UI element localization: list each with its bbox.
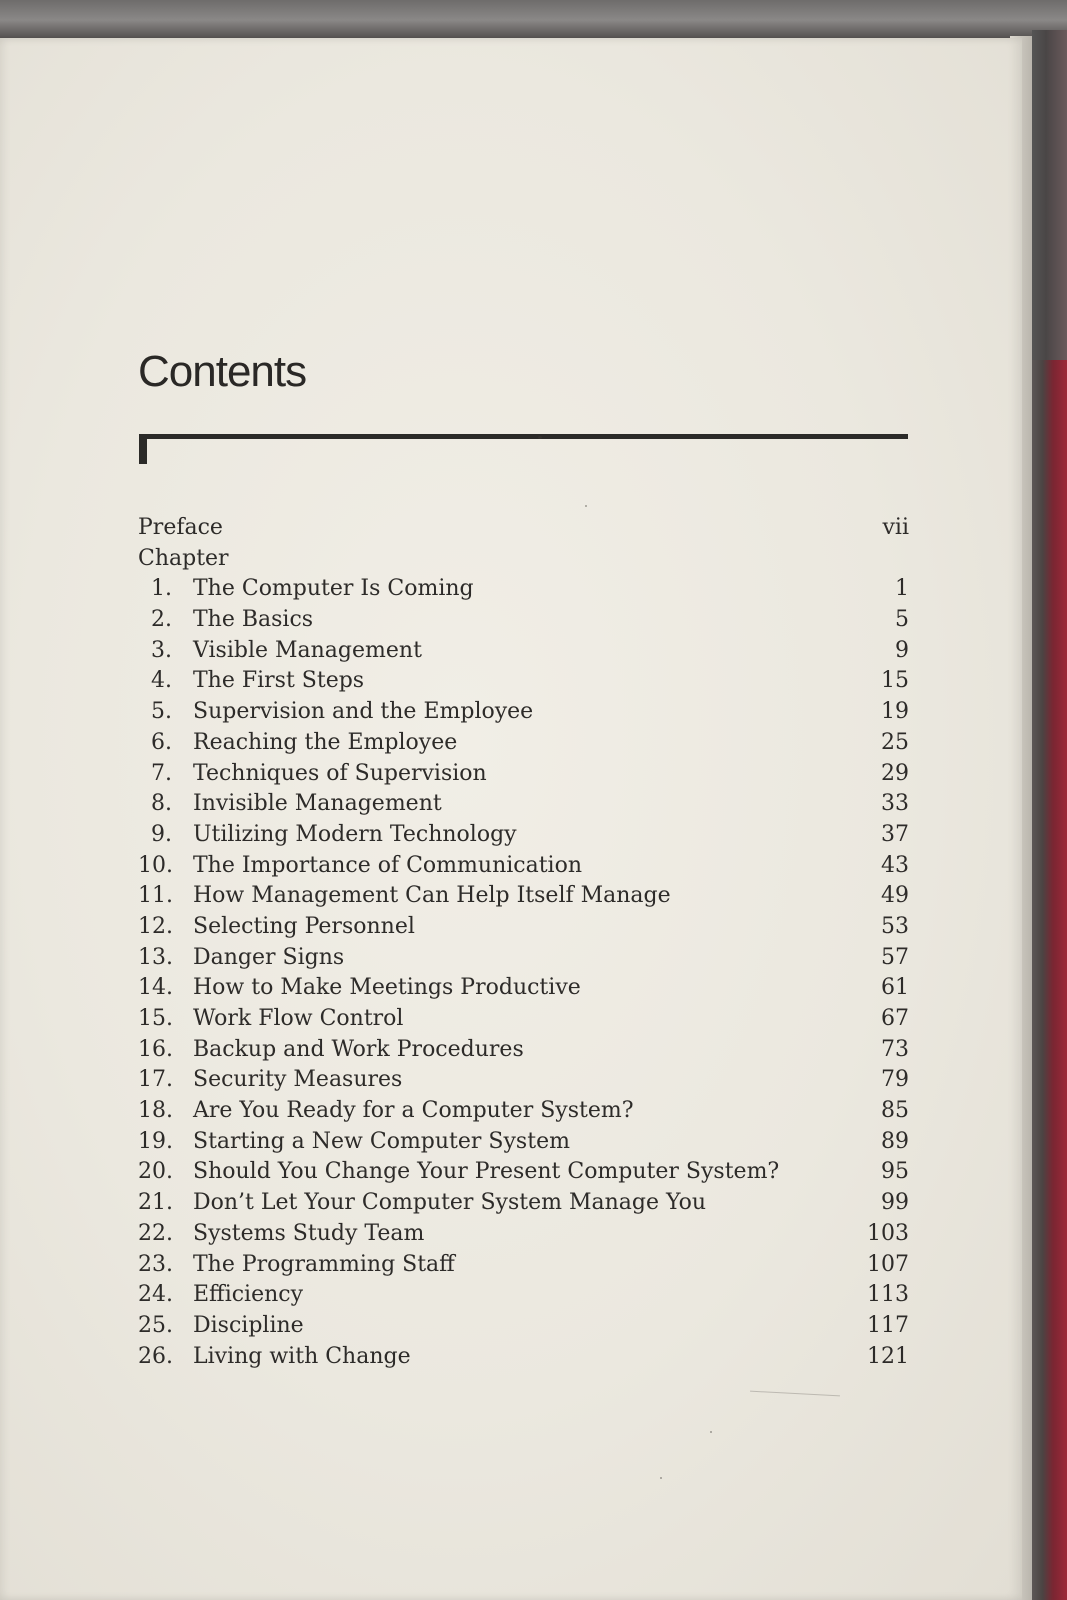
chapter-title: Reaching the Employee	[193, 729, 458, 755]
toc-page-number: 25	[881, 729, 909, 755]
paper-speck	[660, 1477, 662, 1479]
toc-row	[138, 574, 909, 605]
chapter-title: Are You Ready for a Computer System?	[193, 1098, 634, 1124]
chapter-title: The First Steps	[193, 668, 365, 694]
toc-page-number: vii	[882, 515, 909, 540]
toc-row	[138, 1311, 909, 1342]
toc-page-number: 79	[881, 1067, 909, 1093]
chapter-number: 26.	[138, 1343, 173, 1369]
toc-page-number: 49	[881, 883, 909, 909]
toc-front-label: Preface	[138, 515, 223, 540]
chapter-number: 23.	[138, 1251, 173, 1277]
toc-row-chapter-heading	[138, 544, 909, 575]
toc-page-number: 121	[867, 1343, 909, 1369]
toc-page-number: 89	[881, 1128, 909, 1154]
toc-page-number: 43	[881, 852, 909, 878]
toc-row	[138, 1096, 909, 1127]
toc-row	[138, 1004, 909, 1035]
chapter-title: How to Make Meetings Productive	[193, 975, 581, 1001]
toc-row	[138, 1219, 909, 1250]
chapter-number: 21.	[138, 1190, 173, 1216]
chapter-number: 5.	[151, 699, 172, 725]
toc-page-number: 15	[881, 668, 909, 694]
toc-page-number: 67	[881, 1006, 909, 1031]
chapter-title: Security Measures	[193, 1067, 403, 1093]
chapter-title: Efficiency	[193, 1282, 304, 1308]
toc-row	[138, 1127, 909, 1158]
chapter-title: Visible Management	[193, 637, 422, 663]
chapter-title: How Management Can Help Itself Manage	[193, 883, 671, 909]
chapter-title: Utilizing Modern Technology	[193, 821, 517, 847]
toc-page-number: 9	[895, 637, 909, 663]
chapter-title: The Importance of Communication	[193, 852, 582, 878]
chapter-number: 3.	[151, 637, 172, 663]
toc-row	[138, 973, 909, 1004]
chapter-number: 16.	[138, 1036, 173, 1062]
chapter-title: The Basics	[193, 607, 314, 633]
table-of-contents	[138, 513, 909, 1372]
toc-page-number: 85	[881, 1098, 909, 1124]
chapter-number: 25.	[138, 1312, 173, 1338]
toc-row	[138, 881, 909, 912]
toc-row	[138, 1342, 909, 1373]
toc-page-number: 33	[881, 791, 909, 817]
title-rule-tick	[139, 434, 147, 464]
toc-page-number: 1	[895, 576, 909, 602]
chapter-number: 7.	[151, 760, 172, 786]
toc-row	[138, 728, 909, 759]
toc-row-preface	[138, 513, 909, 544]
paper-speck	[538, 436, 542, 439]
toc-row	[138, 697, 909, 728]
toc-page-number: 19	[881, 699, 909, 725]
chapter-title: The Computer Is Coming	[193, 576, 474, 602]
toc-row	[138, 1250, 909, 1281]
chapter-number: 15.	[138, 1006, 173, 1031]
page-title: Contents	[138, 347, 307, 396]
chapter-number: 2.	[151, 607, 172, 633]
toc-row	[138, 943, 909, 974]
chapter-number: 13.	[138, 944, 173, 970]
chapter-title: Danger Signs	[193, 944, 345, 970]
book-cover-top-edge	[1032, 30, 1067, 360]
chapter-number: 4.	[151, 668, 172, 694]
toc-page-number: 61	[881, 975, 909, 1001]
toc-page-number: 37	[881, 821, 909, 847]
toc-page-number: 29	[881, 760, 909, 786]
chapter-number: 20.	[138, 1159, 173, 1185]
chapter-number: 8.	[151, 791, 172, 817]
toc-row	[138, 851, 909, 882]
toc-row	[138, 1188, 909, 1219]
paper-speck	[585, 505, 587, 507]
chapter-number: 14.	[138, 975, 173, 1001]
chapter-number: 12.	[138, 913, 173, 939]
chapter-title: Systems Study Team	[193, 1220, 425, 1246]
chapter-number: 10.	[138, 852, 173, 878]
chapter-number: 9.	[151, 821, 172, 847]
chapter-title: Backup and Work Procedures	[193, 1036, 524, 1062]
chapter-number: 24.	[138, 1282, 173, 1308]
chapter-number: 18.	[138, 1098, 173, 1124]
toc-page-number: 57	[881, 944, 909, 970]
toc-row	[138, 666, 909, 697]
toc-row	[138, 789, 909, 820]
toc-row	[138, 820, 909, 851]
chapter-number: 1.	[151, 576, 172, 602]
chapter-number: 6.	[151, 729, 172, 755]
toc-page-number: 103	[867, 1220, 909, 1246]
toc-front-label: Chapter	[138, 545, 229, 571]
toc-page-number: 5	[895, 607, 909, 633]
toc-row	[138, 1157, 909, 1188]
paper-speck	[710, 1431, 712, 1433]
toc-page-number: 95	[881, 1159, 909, 1185]
toc-row	[138, 759, 909, 790]
chapter-title: Discipline	[193, 1312, 304, 1338]
chapter-number: 19.	[138, 1128, 173, 1154]
chapter-number: 11.	[138, 883, 173, 909]
toc-page-number: 73	[881, 1036, 909, 1062]
toc-row	[138, 1280, 909, 1311]
chapter-number: 17.	[138, 1067, 173, 1093]
chapter-title: Don’t Let Your Computer System Manage You	[193, 1190, 706, 1216]
chapter-title: Work Flow Control	[193, 1006, 404, 1031]
toc-page-number: 117	[867, 1312, 909, 1338]
chapter-title: Should You Change Your Present Computer System?	[193, 1159, 780, 1185]
toc-page-number: 99	[881, 1190, 909, 1216]
toc-page-number: 53	[881, 913, 909, 939]
chapter-title: Techniques of Supervision	[193, 760, 487, 786]
toc-page-number: 113	[867, 1282, 909, 1308]
toc-row	[138, 605, 909, 636]
toc-row	[138, 636, 909, 667]
title-rule	[139, 434, 908, 439]
chapter-title: Living with Change	[193, 1343, 411, 1369]
toc-row	[138, 1065, 909, 1096]
chapter-title: Supervision and the Employee	[193, 699, 534, 725]
chapter-title: Selecting Personnel	[193, 913, 415, 939]
chapter-number: 22.	[138, 1220, 173, 1246]
chapter-title: The Programming Staff	[193, 1251, 455, 1277]
chapter-title: Invisible Management	[193, 791, 442, 817]
chapter-title: Starting a New Computer System	[193, 1128, 570, 1154]
toc-row	[138, 912, 909, 943]
toc-row	[138, 1035, 909, 1066]
toc-page-number: 107	[867, 1251, 909, 1277]
